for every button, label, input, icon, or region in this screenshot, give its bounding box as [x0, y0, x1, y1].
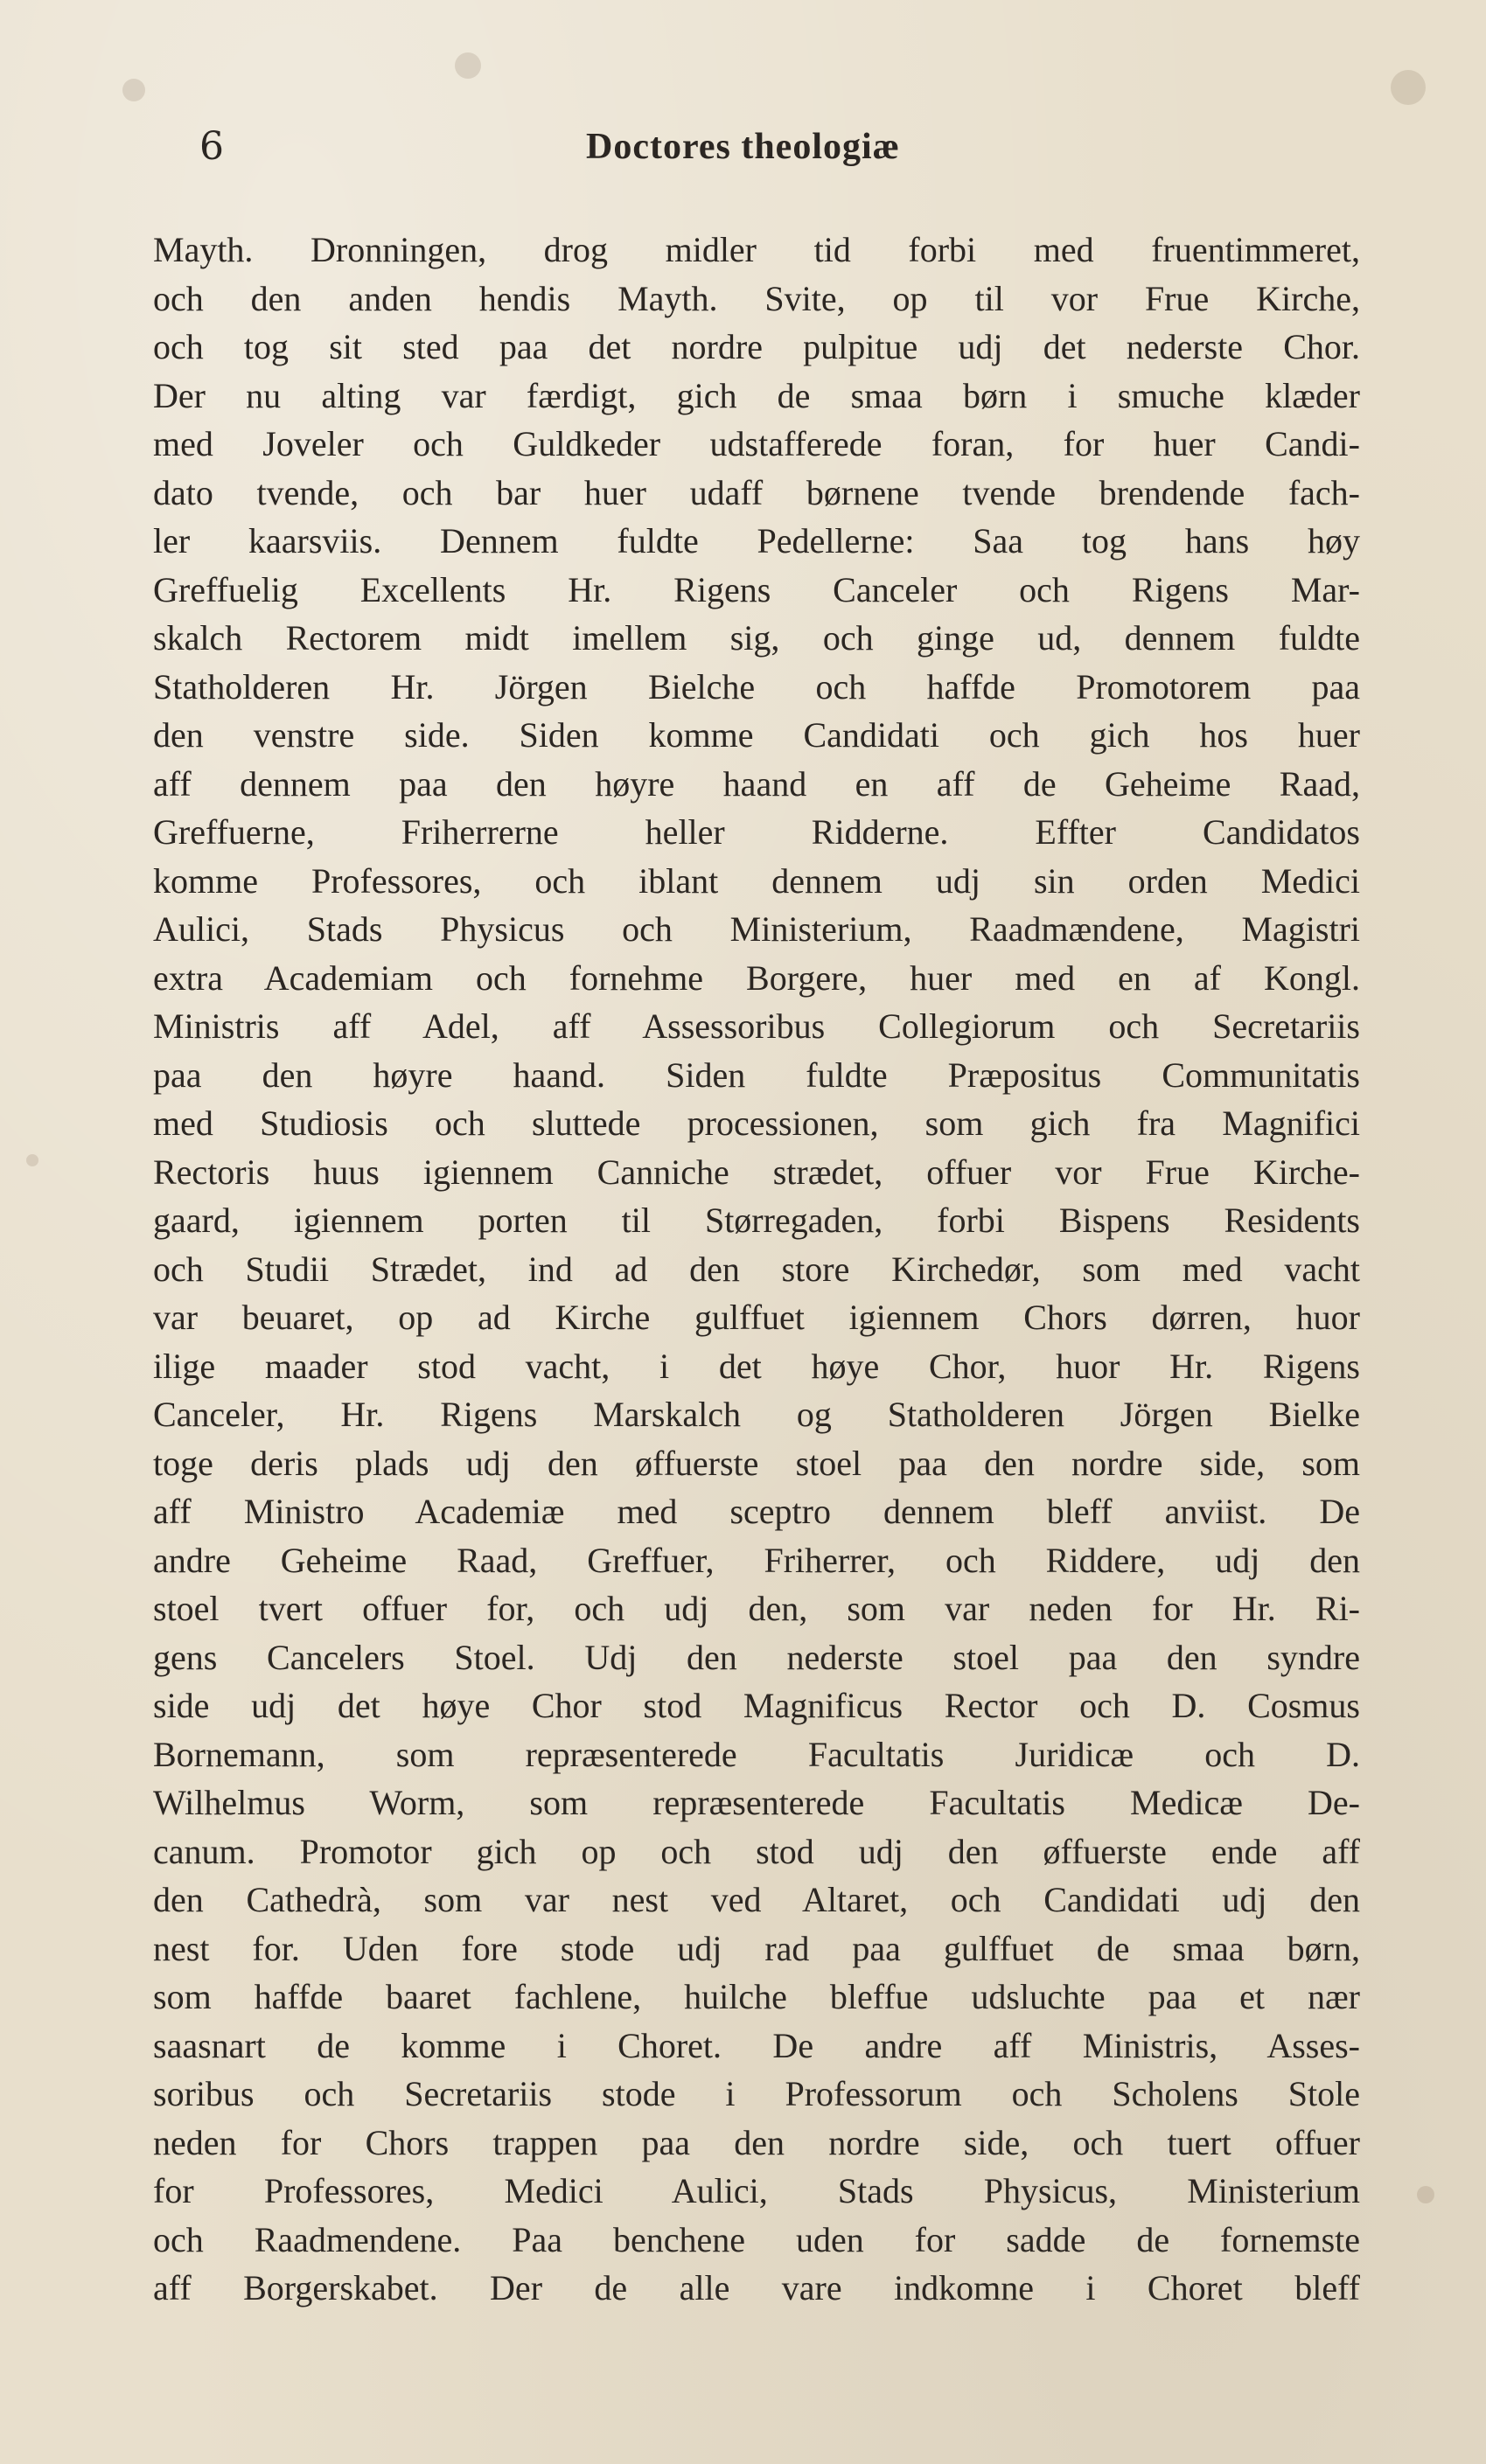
paper-stain — [122, 79, 145, 101]
text-line: for Professores, Medici Aulici, Stads Physicus, Ministerium — [153, 2171, 1360, 2210]
running-head: Doctores theologiæ — [586, 127, 900, 167]
text-line: andre Geheime Raad, Greffuer, Friherrer, och Riddere, udj den — [153, 1540, 1360, 1580]
text-line: Aulici, Stads Physicus och Ministerium, Raadmændene, Magistri — [153, 909, 1360, 949]
text-line: och tog sit sted paa det nordre pulpitue udj det nederste Chor. — [153, 327, 1360, 366]
text-line: den Cathedrà, som var nest ved Altaret, och Candidati udj den — [153, 1880, 1360, 1919]
text-line: Der nu alting var færdigt, gich de smaa børn i smuche klæder — [153, 375, 1360, 415]
text-line: och den anden hendis Mayth. Svite, op til vor Frue Kirche, — [153, 278, 1360, 318]
text-line: Ministris aff Adel, aff Assessoribus Collegiorum och Secretariis — [153, 1006, 1360, 1046]
text-line: med Joveler och Guldkeder udstafferede foran, for huer Candi- — [153, 424, 1360, 463]
text-line: extra Academiam och fornehme Borgere, huer med en af Kongl. — [153, 957, 1360, 998]
paper-stain — [1417, 2186, 1434, 2203]
text-line: canum. Promotor gich op och stod udj den øffuerste ende aff — [153, 1831, 1360, 1871]
text-line: som haffde baaret fachlene, huilche bleffue udsluchte paa et nær — [153, 1977, 1360, 2016]
paper-stain — [455, 52, 481, 79]
text-line: Wilhelmus Worm, som repræsenterede Facultatis Medicæ De- — [153, 1783, 1360, 1822]
page-header — [0, 121, 1486, 173]
text-line: aff Ministro Academiæ med sceptro dennem bleff anviist. De — [153, 1492, 1360, 1531]
text-line: komme Professores, och iblant dennem udj sin orden Medici — [153, 860, 1360, 901]
text-line: dato tvende, och bar huer udaff børnene tvende brendende fach- — [153, 472, 1360, 512]
text-line: nest for. Uden fore stode udj rad paa gulffuet de smaa børn, — [153, 1928, 1360, 1968]
text-line: ler kaarsviis. Dennem fuldte Pedellerne: Saa tog hans høy — [153, 521, 1360, 560]
text-line: Greffuerne, Friherrerne heller Ridderne. Effter Candidatos — [153, 812, 1360, 852]
text-line: gaard, igiennem porten til Størregaden, forbi Bispens Residents — [153, 1201, 1360, 1240]
text-line: aff Borgerskabet. Der de alle vare indkomne i Choret bleff — [153, 2268, 1360, 2307]
text-line: Greffuelig Excellents Hr. Rigens Canceler och Rigens Mar- — [153, 569, 1360, 609]
page-number: 6 — [199, 124, 224, 169]
text-line: aff dennem paa den høyre haand en aff de Geheime Raad, — [153, 763, 1360, 804]
text-line: Rectoris huus igiennem Canniche strædet, offuer vor Frue Kirche- — [153, 1152, 1360, 1192]
text-line: Bornemann, som repræsenterede Facultatis Juridicæ och D. — [153, 1734, 1360, 1774]
text-line: toge deris plads udj den øffuerste stoel paa den nordre side, som — [153, 1443, 1360, 1483]
text-line: den venstre side. Siden komme Candidati och gich hos huer — [153, 715, 1360, 755]
paper-stain — [1391, 70, 1426, 105]
text-line: ilige maader stod vacht, i det høye Chor, huor Hr. Rigens — [153, 1346, 1360, 1386]
body-text — [153, 226, 1360, 2313]
text-line: paa den høyre haand. Siden fuldte Præpositus Communitatis — [153, 1055, 1360, 1095]
text-line: och Raadmendene. Paa benchene uden for sadde de fornemste — [153, 2219, 1360, 2259]
paper-stain — [26, 1154, 38, 1166]
text-line: och Studii Strædet, ind ad den store Kirchedør, som med vacht — [153, 1249, 1360, 1289]
text-line: side udj det høye Chor stod Magnificus Rector och D. Cosmus — [153, 1686, 1360, 1725]
text-line: saasnart de komme i Choret. De andre aff Ministris, Asses- — [153, 2025, 1360, 2065]
text-line: Statholderen Hr. Jörgen Bielche och haffde Promotorem paa — [153, 666, 1360, 706]
text-line: stoel tvert offuer for, och udj den, som var neden for Hr. Ri- — [153, 1589, 1360, 1628]
text-line: med Studiosis och sluttede processionen, som gich fra Magnifici — [153, 1103, 1360, 1143]
text-line: soribus och Secretariis stode i Professorum och Scholens Stole — [153, 2074, 1360, 2113]
text-line: var beuaret, op ad Kirche gulffuet igiennem Chors dørren, huor — [153, 1298, 1360, 1337]
text-line: skalch Rectorem midt imellem sig, och ginge ud, dennem fuldte — [153, 618, 1360, 658]
text-line: Mayth. Dronningen, drog midler tid forbi med fruentimmeret, — [153, 230, 1360, 269]
text-line: gens Cancelers Stoel. Udj den nederste stoel paa den syndre — [153, 1637, 1360, 1677]
text-line: Canceler, Hr. Rigens Marskalch og Statholderen Jörgen Bielke — [153, 1395, 1360, 1434]
text-line: neden for Chors trappen paa den nordre side, och tuert offuer — [153, 2122, 1360, 2162]
